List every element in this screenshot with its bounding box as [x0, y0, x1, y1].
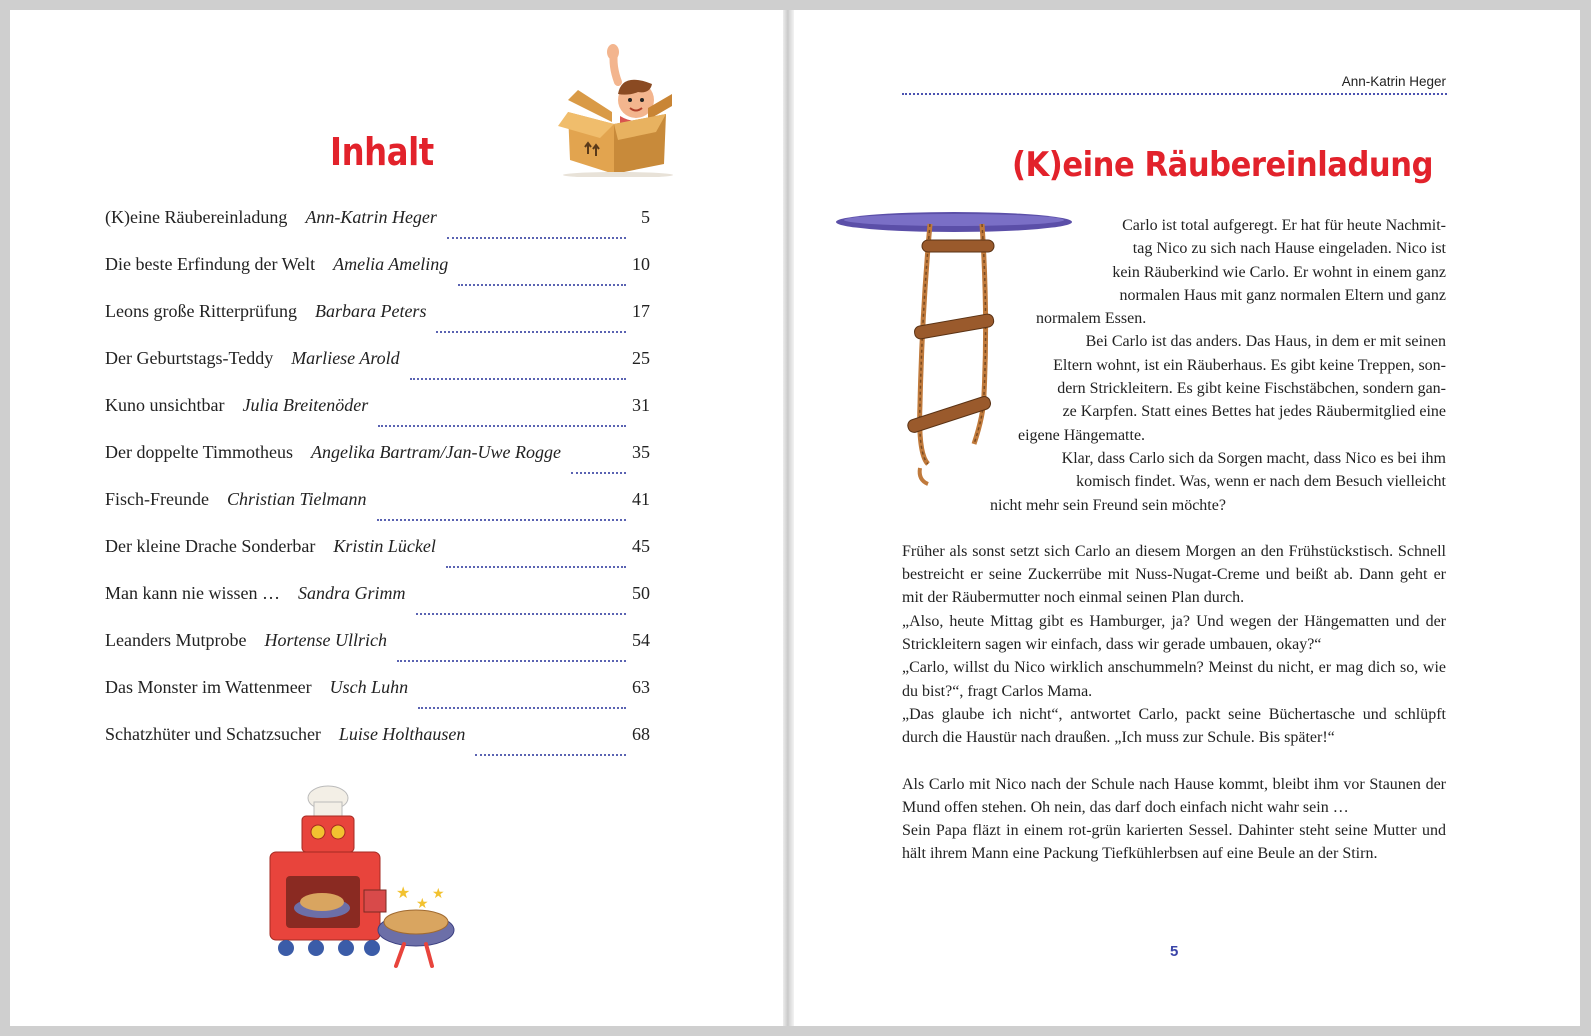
toc-entry[interactable]	[105, 489, 650, 536]
paragraph-block	[902, 773, 1446, 866]
toc-entry-page: 45	[632, 536, 650, 556]
paragraph: Früher als sonst setzt sich Carlo an diesem Morgen an den Frühstückstisch. Schnell bestreicht er seine Zuckerrübe mit Nuss-Nugat-Creme und beißt ab. Dann geht er mit der Räubermutter noch einmal seinen Plan durch.	[902, 542, 1446, 607]
paragraph: Als Carlo mit Nico nach der Schule nach Hause kommt, bleibt ihm vor Staunen der Mund offen stehen. Oh nein, das darf doch einfach nicht wahr sein …	[902, 775, 1446, 816]
text-line: eigene Hängematte.	[1018, 426, 1146, 444]
book-gutter	[783, 10, 794, 1026]
running-head-author: Ann-Katrin Heger	[1341, 74, 1446, 89]
toc-entry-page: 63	[632, 677, 650, 697]
toc-entry-author: Luise Holthausen	[338, 724, 466, 744]
boy-in-box-illustration	[548, 42, 678, 177]
toc-leader-dots	[410, 377, 626, 380]
text-line: Klar, dass Carlo sich da Sorgen macht, dass Nico es bei ihm	[1061, 449, 1446, 467]
toc-entry[interactable]	[105, 724, 650, 771]
text-line: ze Karpfen. Statt eines Bettes hat jedes Räubermitglied eine	[1062, 403, 1446, 421]
wrapped-paragraph	[902, 214, 1446, 517]
toc-leader-dots	[418, 706, 626, 709]
toc-entry-page: 68	[632, 724, 650, 744]
toc-entry-author: Christian Tielmann	[226, 489, 367, 509]
toc-entry-title: Fisch-Freunde	[105, 489, 209, 509]
toc-entry[interactable]	[105, 442, 650, 489]
toc-entry[interactable]	[105, 536, 650, 583]
toc-entry-page: 25	[632, 348, 650, 368]
svg-text:★: ★	[432, 886, 445, 902]
toc-entry-author: Usch Luhn	[329, 677, 409, 697]
text-line: Eltern wohnt, ist ein Räuberhaus. Es gibt keine Treppen, son-	[1053, 356, 1446, 374]
paragraph-block	[902, 540, 1446, 750]
toc-entry[interactable]	[105, 207, 650, 254]
toc-leader-dots	[377, 518, 626, 521]
table-of-contents	[105, 207, 650, 771]
story-title: (K)eine Räubereinladung	[1012, 145, 1434, 185]
toc-entry[interactable]	[105, 677, 650, 724]
toc-entry-page: 17	[632, 301, 650, 321]
toc-entry-page: 50	[632, 583, 650, 603]
toc-leader-dots	[416, 612, 627, 615]
toc-entry-title: Leons große Ritterprüfung	[105, 301, 297, 321]
text-line: normalen Haus mit ganz normalen Eltern und ganz	[1119, 286, 1446, 304]
toc-entry-author: Amelia Ameling	[333, 254, 449, 274]
left-page	[10, 10, 783, 1026]
toc-entry-author: Barbara Peters	[314, 301, 427, 321]
toc-entry-author: Julia Breitenöder	[242, 395, 369, 415]
text-line: tag Nico zu sich nach Hause eingeladen. Nico ist	[1132, 240, 1446, 258]
toc-leader-dots	[397, 659, 626, 662]
text-line: normalem Essen.	[1036, 310, 1147, 328]
toc-entry-title: Das Monster im Wattenmeer	[105, 677, 312, 697]
toc-entry-title: Kuno unsichtbar	[105, 395, 225, 415]
toc-leader-dots	[446, 565, 626, 568]
toc-entry[interactable]	[105, 395, 650, 442]
toc-entry-title: Schatzhüter und Schatzsucher	[105, 724, 321, 744]
toc-entry[interactable]	[105, 301, 650, 348]
toc-entry-page: 54	[632, 630, 650, 650]
text-line: nicht mehr sein Freund sein möchte?	[990, 496, 1226, 514]
toc-entry-title: Der Geburtstags-Teddy	[105, 348, 274, 368]
paragraph: „Das glaube ich nicht“, antwortet Carlo, packt seine Büchertasche und schlüpft durch die Haustür nach draußen. „Ich muss zur Schule. Bis später!“	[902, 705, 1446, 747]
text-line: komisch findet. Was, wenn er nach dem Besuch vielleicht	[1076, 473, 1446, 491]
toc-entry-title: Man kann nie wissen …	[105, 583, 280, 603]
toc-entry-title: Die beste Erfindung der Welt	[105, 254, 316, 274]
toc-heading: Inhalt	[330, 130, 434, 174]
toc-entry-author: Hortense Ullrich	[264, 630, 387, 650]
toc-entry-author: Angelika Bartram/Jan-Uwe Rogge	[311, 442, 561, 462]
toc-entry-author: Kristin Lückel	[333, 536, 436, 556]
toc-entry[interactable]	[105, 348, 650, 395]
header-dotted-rule	[902, 93, 1447, 95]
toc-leader-dots	[571, 471, 626, 474]
toc-leader-dots	[458, 283, 626, 286]
toc-entry[interactable]	[105, 583, 650, 630]
paragraph: Sein Papa fläzt in einem rot-grün karierten Sessel. Dahinter steht seine Mutter und hält ihrem Mann eine Packung Tiefkühlerbsen auf eine Beule an der Stirn.	[902, 822, 1446, 863]
toc-leader-dots	[475, 753, 626, 756]
story-body	[902, 214, 1446, 866]
toc-entry-page: 31	[632, 395, 650, 415]
toc-entry-author: Marliese Arold	[291, 348, 400, 368]
paragraph: „Also, heute Mittag gibt es Hamburger, ja? Und wegen der Hängematten und der Strickleitern sagen wir einfach, dass wir gerade umbauen, okay?“	[902, 612, 1446, 654]
paragraph: „Carlo, willst du Nico wirklich anschummeln? Meinst du nicht, er mag dich so, wie du bist?“, fragt Carlos Mama.	[902, 659, 1446, 700]
text-line: dern Strickleitern. Es gibt keine Fischstäbchen, sondern gan-	[1057, 380, 1446, 398]
text-line: Bei Carlo ist das anders. Das Haus, in dem er mit seinen	[1085, 333, 1446, 351]
toc-entry-author: Sandra Grimm	[297, 583, 406, 603]
toc-leader-dots	[447, 236, 626, 239]
text-line: kein Räuberkind wie Carlo. Er wohnt in einem ganz	[1112, 263, 1446, 281]
svg-text:★: ★	[416, 896, 429, 912]
toc-entry[interactable]	[105, 630, 650, 677]
svg-text:★: ★	[396, 883, 411, 902]
toc-entry-page: 35	[632, 442, 650, 462]
text-line: Carlo ist total aufgeregt. Er hat für heute Nachmit-	[1122, 217, 1446, 234]
toc-entry-title: Der doppelte Timmotheus	[105, 442, 293, 462]
toc-entry[interactable]	[105, 254, 650, 301]
toc-leader-dots	[436, 330, 626, 333]
toc-leader-dots	[378, 424, 626, 427]
right-page	[794, 10, 1580, 1026]
toc-entry-title: (K)eine Räubereinladung	[105, 207, 288, 227]
toc-entry-page: 10	[632, 254, 650, 274]
toc-entry-title: Leanders Mutprobe	[105, 630, 247, 650]
toc-entry-author: Ann-Katrin Heger	[305, 207, 437, 227]
page-number: 5	[1170, 943, 1179, 960]
toc-entry-page: 5	[641, 207, 650, 227]
oven-robot-illustration	[246, 780, 456, 980]
toc-entry-page: 41	[632, 489, 650, 509]
toc-entry-title: Der kleine Drache Sonderbar	[105, 536, 316, 556]
